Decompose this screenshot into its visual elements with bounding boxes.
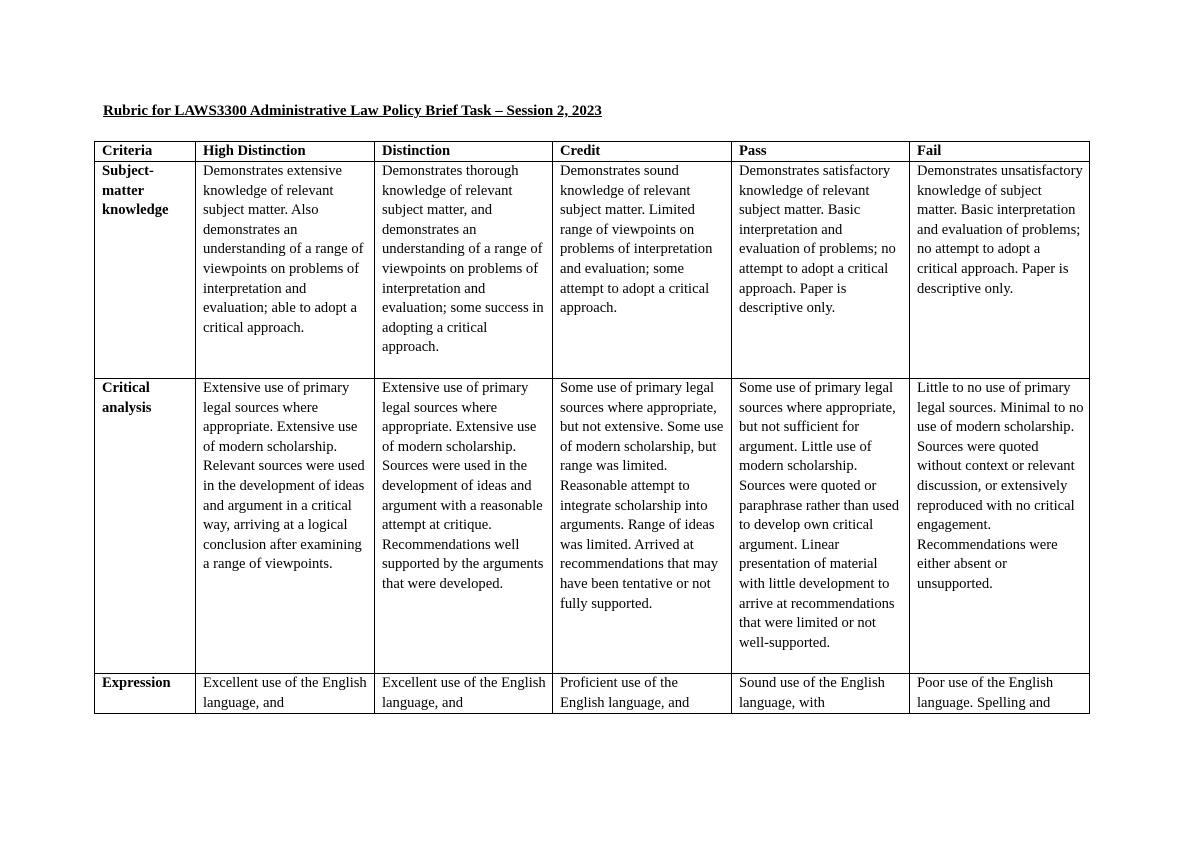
- criterion-cell: Subject-matter knowledge: [95, 162, 196, 379]
- criterion-cell: Expression: [95, 674, 196, 714]
- table-row: [95, 379, 1090, 674]
- table-cell: Some use of primary legal sources where appropriate, but not sufficient for argument. Little use of modern scholarship. Sources were quoted or paraphrase rather than used to develop own critical argument. Linear presentation of material with little development to arrive at recommendations that were limited or not well-supported.: [732, 379, 910, 674]
- table-cell: Demonstrates sound knowledge of relevant subject matter. Limited range of viewpoints on problems of interpretation and evaluation; some attempt to adopt a critical approach.: [553, 162, 732, 379]
- header-pass: Pass: [732, 142, 910, 162]
- document-title: Rubric for LAWS3300 Administrative Law Policy Brief Task – Session 2, 2023: [103, 103, 602, 119]
- table-cell: Extensive use of primary legal sources where appropriate. Extensive use of modern scholarship. Sources were used in the development of ideas and argument with a reasonable attempt at critique. Recommendations well supported by the arguments that were developed.: [375, 379, 553, 674]
- criterion-cell: Critical analysis: [95, 379, 196, 674]
- table-cell: Demonstrates satisfactory knowledge of relevant subject matter. Basic interpretation and evaluation of problems; no attempt to adopt a critical approach. Paper is descriptive only.: [732, 162, 910, 379]
- table-row: [95, 162, 1090, 379]
- table-row: [95, 674, 1090, 714]
- table-cell: Poor use of the English language. Spelling and: [910, 674, 1090, 714]
- header-fail: Fail: [910, 142, 1090, 162]
- table-cell: Little to no use of primary legal sources. Minimal to no use of modern scholarship. Sources were quoted without context or relevant discussion, or extensively reproduced with no critical engagement. Recommendations were either absent or unsupported.: [910, 379, 1090, 674]
- table-cell: Excellent use of the English language, and: [375, 674, 553, 714]
- header-distinction: Distinction: [375, 142, 553, 162]
- table-cell: Demonstrates extensive knowledge of relevant subject matter. Also demonstrates an understanding of a range of viewpoints on problems of interpretation and evaluation; able to adopt a critical approach.: [196, 162, 375, 379]
- table-cell: Demonstrates thorough knowledge of relevant subject matter, and demonstrates an understanding of a range of viewpoints on problems of interpretation and evaluation; some success in adopting a critical approach.: [375, 162, 553, 379]
- header-credit: Credit: [553, 142, 732, 162]
- header-high-distinction: High Distinction: [196, 142, 375, 162]
- table-cell: Extensive use of primary legal sources where appropriate. Extensive use of modern scholarship. Relevant sources were used in the development of ideas and argument in a critical way, arriving at a logical conclusion after examining a range of viewpoints.: [196, 379, 375, 674]
- table-cell: Excellent use of the English language, and: [196, 674, 375, 714]
- rubric-table: [94, 141, 1090, 714]
- header-row: [95, 142, 1090, 162]
- table-cell: Proficient use of the English language, and: [553, 674, 732, 714]
- table-cell: Sound use of the English language, with: [732, 674, 910, 714]
- header-criteria: Criteria: [95, 142, 196, 162]
- table-cell: Demonstrates unsatisfactory knowledge of subject matter. Basic interpretation and evaluation of problems; no attempt to adopt a critical approach. Paper is descriptive only.: [910, 162, 1090, 379]
- table-cell: Some use of primary legal sources where appropriate, but not extensive. Some use of modern scholarship, but range was limited. Reasonable attempt to integrate scholarship into arguments. Range of ideas was limited. Arrived at recommendations that may have been tentative or not fully supported.: [553, 379, 732, 674]
